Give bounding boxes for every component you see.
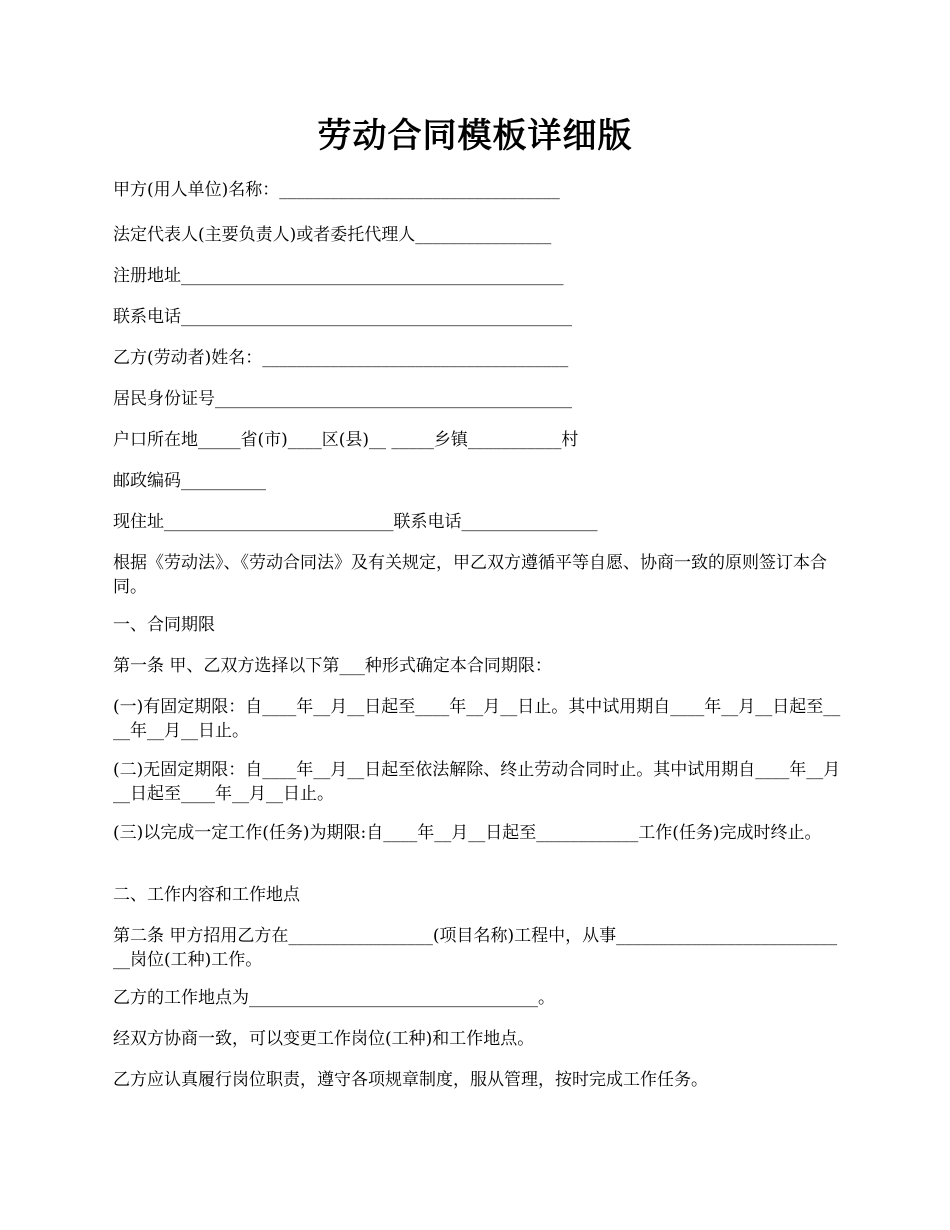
field-current-address: 现住址___________________________联系电话________________ <box>113 512 598 532</box>
article-2: 第二条 甲方招用乙方在_________________(项目名称)工程中，从事____________________________岗位(工种)工作。 <box>113 926 838 970</box>
field-legal-representative: 法定代表人(主要负责人)或者委托代理人________________ <box>113 225 552 245</box>
clause-fixed-term: (一)有固定期限：自____年__月__日起至____年__月__日止。其中试用期自____年__月__日起至____年__月__日止。 <box>113 697 841 741</box>
section-heading-work-content: 二、工作内容和工作地点 <box>113 885 300 905</box>
field-employer-name: 甲方(用人单位)名称：_________________________________ <box>113 180 560 200</box>
document-title: 劳动合同模板详细版 <box>317 116 633 156</box>
article-1: 第一条 甲、乙双方选择以下第___种形式确定本合同期限： <box>113 656 552 676</box>
paragraph-preamble: 根据《劳动法》、《劳动合同法》及有关规定，甲乙双方遵循平等自愿、协商一致的原则签订本合同。 <box>113 553 827 597</box>
field-registered-address: 注册地址_____________________________________________ <box>113 266 564 286</box>
field-id-number: 居民身份证号__________________________________________ <box>113 389 572 409</box>
clause-open-ended-term: (二)无固定期限：自____年__月__日起至依法解除、终止劳动合同时止。其中试用期自____年__月__日起至____年__月__日止。 <box>113 760 841 804</box>
field-postal-code: 邮政编码__________ <box>113 471 266 491</box>
paragraph-change-position: 经双方协商一致，可以变更工作岗位(工种)和工作地点。 <box>113 1029 535 1049</box>
section-heading-contract-term: 一、合同期限 <box>113 615 215 635</box>
clause-task-based-term: (三)以完成一定工作(任务)为期限:自____年__月__日起至____________工作(任务)完成时终止。 <box>113 823 822 843</box>
paragraph-work-location: 乙方的工作地点为__________________________________。 <box>113 988 555 1008</box>
paragraph-duties: 乙方应认真履行岗位职责，遵守各项规章制度，服从管理，按时完成工作任务。 <box>113 1070 708 1090</box>
field-employer-phone: 联系电话______________________________________________ <box>113 307 572 327</box>
field-household-registration: 户口所在地_____省(市)____区(县)__ _____乡镇___________村 <box>113 430 579 450</box>
field-employee-name: 乙方(劳动者)姓名：____________________________________ <box>113 348 569 368</box>
